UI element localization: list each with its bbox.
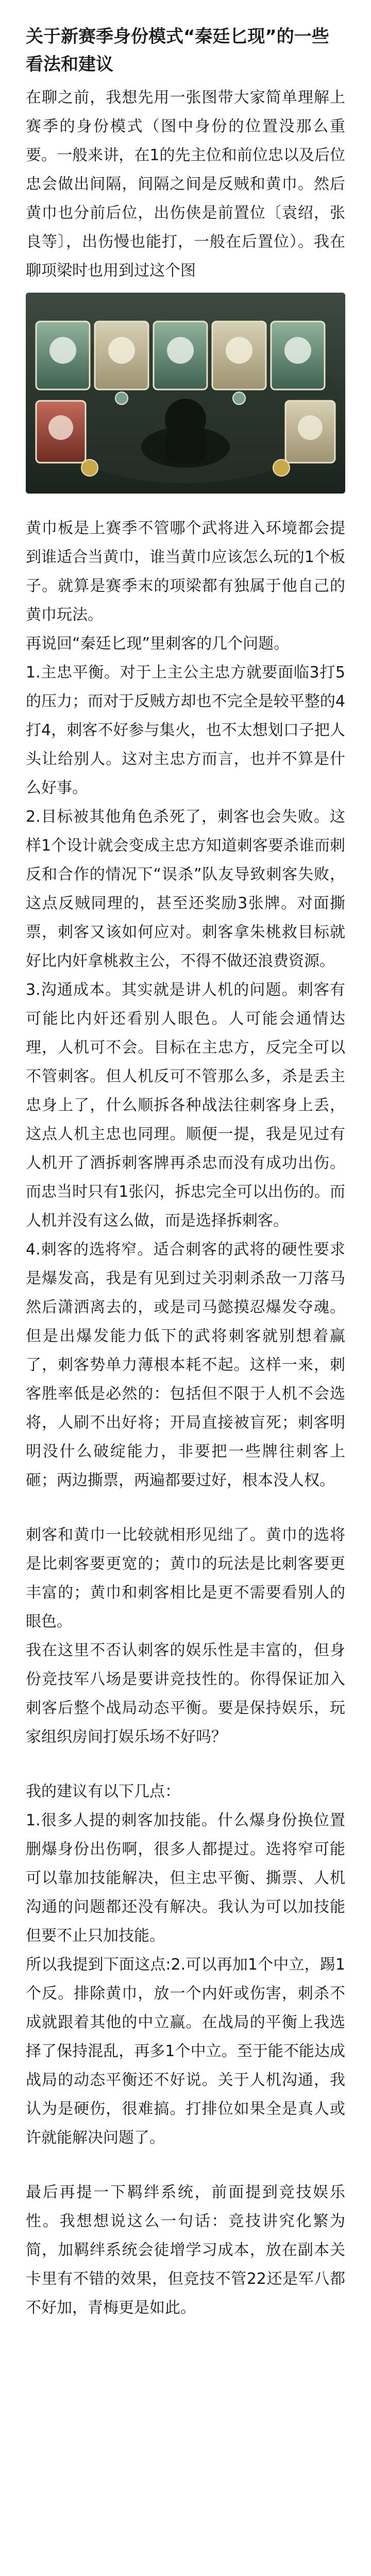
section-bond-system: [26, 2178, 345, 2323]
card-game-role-layout-image: [26, 293, 345, 494]
article-title: 关于新赛季身份模式“秦廷匕现”的一些看法和建议: [26, 26, 329, 75]
paragraph: 1.很多人提的刺客加技能。什么爆身份换位置删爆身份出伤啊，很多人都提过。选将窄可能可以靠加技能解决，但主忠平衡、撕票、人机沟通的问题都还没有解决。我认为可以加技能但要不止只加技能。: [26, 1811, 345, 1945]
left-seat-card: [36, 401, 86, 463]
section-assassin-problems: [26, 514, 345, 1495]
paragraph: 1.主忠平衡。对于上主公主忠方就要面临3打5的压力；而对于反贼方却也不完全是较平整的4打4，刺客不好参与集火，也不太想划口子把人头让给别人。这对主忠方而言，也并不算是什么好事。: [26, 664, 345, 797]
section-suggestions: [26, 1777, 345, 2153]
section-comparison: [26, 1521, 345, 1752]
intro-paragraph: 在聊之前，我想先用一张图带大家简单理解上赛季的身份模式（图中身份的位置没那么重要。一般来讲，在1的先主位和前位忠以及后位忠会做出间隔，间隔之间是反贼和黄巾。然后黄巾也分前后位，出伤侠是前置位〔袁绍，张良等〕，出伤慢也能打，一般在后置位）。我在聊项梁时也用到过这个图: [26, 89, 345, 280]
right-seat-card: [285, 401, 335, 463]
role-layout-illustration: [26, 293, 345, 494]
paragraph: 刺客和黄巾一比较就相形见绌了。黄巾的选将是比刺客要更宽的；黄巾的玩法是比刺客要更丰富的；黄巾和刺客相比是更不需要看别人的眼色。: [26, 1526, 345, 1631]
paragraph: 最后再提一下羁绊系统，前面提到竞技娱乐性。我想想说这么一句话：竞技讲究化繁为简，加羁绊系统会徒增学习成本，放在副本关卡里有不错的效果，但竞技不管22还是军八都不好加，青梅更是如此。: [26, 2183, 345, 2317]
paragraph: 我的建议有以下几点：: [26, 1783, 180, 1801]
paragraph: 3.沟通成本。其实就是讲人机的问题。刺客有可能比内奸还看别人眼色。人可能会通情达理，人机可不会。目标在主忠方，反完全可以不管刺客。但人机反可不管那么多，杀是丢主忠身上了，什么顺拆各种战法往刺客身上丢，这点人机主忠也同理。顺便一提，我是见过有人机开了酒拆刺客牌再杀忠而没有成功出伤。而忠当时只有1张闪，拆忠完全可以出伤的。而人机并没有这么做，而是选择拆刺客。: [26, 981, 345, 1230]
paragraph: 2.目标被其他角色杀死了，刺客也会失败。这样1个设计就会变成主忠方知道刺客要杀谁而刺反和合作的情况下“误杀”队友导致刺客失败，这点反贼同理的，甚至还奖励3张牌。对面撕票，刺客又该如何应对。刺客拿朱桃救目标就好比内奸拿桃救主公，不得不做还浪费资源。: [26, 808, 345, 970]
paragraph: 所以我提到下面这点:2.可以再加1个中立，踢1个反。排除黄巾，放一个内奸或伤害，刺杀不成就跟着其他的中立赢。在战局的平衡上我选择了保持混乱，再多1个中立。至于能不能达成战局的动态平衡还不好说。关于人机沟通，我认为是硬伤，很难搞。打排位如果全是真人或许就能解决问题了。: [26, 1956, 345, 2147]
paragraph: 黄巾板是上赛季不管哪个武将进入环境都会提到谁适合当黄巾，谁当黄巾应该怎么玩的1个板子。就算是赛季末的项梁都有独属于他自己的黄巾玩法。: [26, 519, 345, 624]
paragraph: 我在这里不否认刺客的娱乐性是丰富的，但身份竞技军八场是要讲竞技性的。你得保证加入刺客后整个战局动态平衡。要是保持娱乐，玩家组织房间打娱乐场不好吗？: [26, 1641, 345, 1746]
paragraph: 4.刺客的选将窄。适合刺客的武将的硬性要求是爆发高，我是有见到过关羽刺杀敌一刀落马然后潇洒离去的，或是司马懿摸忍爆发夺魂。但是出爆发能力低下的武将刺客就别想着赢了，刺客势单力薄根本耗不起。这样一来，刺客胜率低是必然的：包括但不限于人机不会选将，人刷不出好将；开局直接被盲死；刺客明明没什么破绽能力，非要把一些牌往刺客上砸；两边撕票，两遍都要过好，根本没人权。: [26, 1241, 345, 1489]
paragraph: 再说回“秦廷匕现”里刺客的几个问题。: [26, 635, 290, 653]
top-row-cards: [36, 321, 325, 389]
